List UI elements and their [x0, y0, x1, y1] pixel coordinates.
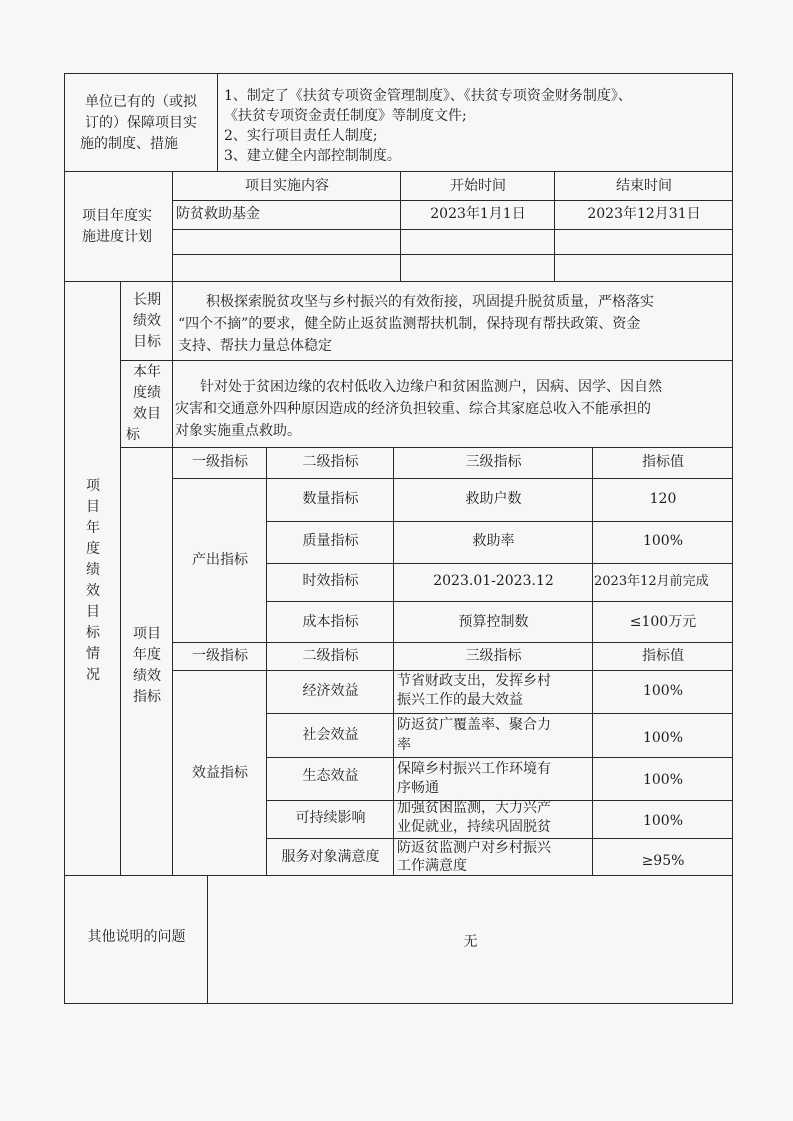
output-level2: 成本指标 — [302, 614, 359, 630]
schedule-header-content: 项目实施内容 — [245, 178, 329, 194]
label-char: 效 — [86, 583, 100, 599]
benefit-level3: 序畅通 — [397, 780, 439, 796]
other-value: 无 — [463, 934, 478, 950]
output-value: ≤100万元 — [629, 614, 697, 630]
header-value: 指标值 — [642, 454, 684, 470]
label-line: 项目 — [133, 626, 161, 642]
benefit-level3: 加强贫困监测，大力兴产 — [397, 800, 551, 816]
schedule-header-start: 开始时间 — [450, 178, 506, 194]
schedule-end: 2023年12月31日 — [587, 206, 701, 222]
table-divider — [172, 478, 733, 479]
header-level3: 三级指标 — [465, 648, 522, 664]
table-divider — [64, 171, 733, 172]
benefit-level2: 生态效益 — [302, 768, 359, 784]
output-indicator-label: 产出指标 — [192, 552, 248, 568]
benefit-level3: 保障乡村振兴工作环境有 — [397, 761, 551, 777]
label-char: 绩 — [86, 562, 100, 578]
label-line: 施进度计划 — [82, 229, 152, 245]
label-char: 度 — [86, 541, 100, 557]
header-level1: 一级指标 — [192, 454, 248, 470]
header-level1: 一级指标 — [192, 648, 248, 664]
table-divider — [266, 601, 733, 602]
label-line: 效目 — [133, 406, 161, 422]
label-line: 指标 — [133, 689, 161, 705]
table-divider — [172, 254, 733, 255]
label-line: 本年 — [133, 364, 161, 380]
output-level2: 时效指标 — [302, 573, 359, 589]
label-char: 目 — [86, 604, 100, 620]
text-line: “四个不摘”的要求，健全防止返贫监测帮扶机制，保持现有帮扶政策、资金 — [178, 316, 641, 332]
benefit-level3: 业促就业，持续巩固脱贫 — [397, 819, 551, 835]
text-line: 积极探索脱贫攻坚与乡村振兴的有效衔接，巩固提升脱贫质量，严格落实 — [206, 294, 654, 310]
schedule-start: 2023年1月1日 — [430, 206, 526, 222]
table-divider — [266, 521, 733, 522]
benefit-level2: 社会效益 — [302, 727, 359, 743]
benefit-level2: 可持续影响 — [295, 810, 366, 826]
label-line: 年度 — [133, 647, 161, 663]
label-line: 项目年度实 — [82, 208, 152, 224]
output-level2: 数量指标 — [302, 491, 359, 507]
label-line: 长期 — [133, 292, 161, 308]
benefit-level3: 防返贫监测户对乡村振兴 — [397, 840, 551, 856]
label-char: 项 — [86, 478, 100, 494]
label-line: 施的制度、措施 — [80, 136, 178, 152]
label-line: 目标 — [133, 334, 161, 350]
benefit-level2: 经济效益 — [302, 683, 359, 699]
table-divider — [64, 281, 733, 282]
text-line: 支持、帮扶力量总体稳定 — [178, 338, 332, 354]
benefit-level3: 防返贫广覆盖率、聚合力 — [397, 717, 551, 733]
label-line: 绩效 — [133, 668, 161, 684]
label-line: 订的）保障项目实 — [85, 115, 197, 131]
table-border-bottom — [64, 1003, 733, 1004]
table-divider — [172, 229, 733, 230]
benefit-value: 100% — [642, 772, 684, 788]
output-value: 100% — [642, 533, 684, 549]
output-value: 2023年12月前完成 — [594, 574, 709, 589]
benefit-value: 100% — [642, 683, 684, 699]
benefit-level2: 服务对象满意度 — [281, 849, 380, 865]
text-line: 对象实施重点救助。 — [175, 423, 301, 439]
table-border-right — [732, 73, 733, 1004]
benefit-level3: 振兴工作的最大效益 — [397, 692, 523, 708]
benefit-value: ≥95% — [641, 853, 685, 869]
label-line: 标 — [126, 427, 140, 443]
measure-item: 《扶贫专项资金责任制度》等制度文件; — [224, 108, 467, 124]
text-line: 针对处于贫困边缘的农村低收入边缘户和贫困监测户，因病、因学、因自然 — [200, 379, 662, 395]
table-divider — [172, 281, 173, 875]
text-line: 灾害和交通意外四种原因造成的经济负担较重、综合其家庭总收入不能承担的 — [175, 401, 651, 417]
label-char: 标 — [86, 625, 100, 641]
label-char: 情 — [86, 646, 100, 662]
measure-item: 1、制定了《扶贫专项资金管理制度》、《扶贫专项资金财务制度》、 — [224, 88, 632, 104]
benefit-indicator-label: 效益指标 — [192, 765, 248, 781]
benefit-level3: 工作满意度 — [397, 858, 467, 874]
label-char: 况 — [86, 667, 100, 683]
output-level3: 预算控制数 — [458, 614, 529, 630]
label-char: 目 — [86, 499, 100, 515]
benefit-value: 100% — [642, 813, 684, 829]
table-divider — [120, 447, 733, 448]
output-level2: 质量指标 — [302, 533, 359, 549]
header-level2: 二级指标 — [302, 648, 359, 664]
label-line: 度绩 — [133, 385, 161, 401]
header-value: 指标值 — [642, 648, 684, 664]
output-level3: 救助率 — [472, 533, 515, 549]
table-border-top — [64, 73, 733, 74]
benefit-value: 100% — [642, 730, 684, 746]
schedule-content: 防贫救助基金 — [176, 206, 260, 222]
measure-item: 2、实行项目责任人制度; — [224, 128, 378, 144]
benefit-level3: 率 — [397, 737, 411, 753]
benefit-level3: 节省财政支出，发挥乡村 — [397, 673, 551, 689]
table-divider — [120, 360, 733, 361]
header-level3: 三级指标 — [465, 454, 522, 470]
label-char: 年 — [86, 520, 100, 536]
measure-item: 3、建立健全内部控制制度。 — [224, 148, 401, 164]
other-label: 其他说明的问题 — [87, 929, 186, 945]
label-line: 绩效 — [133, 313, 161, 329]
table-divider — [217, 73, 218, 171]
table-divider — [172, 642, 733, 643]
header-level2: 二级指标 — [302, 454, 359, 470]
table-divider — [266, 563, 733, 564]
label-line: 单位已有的（或拟 — [85, 94, 197, 110]
output-level3: 2023.01-2023.12 — [433, 573, 554, 589]
table-divider — [172, 200, 733, 201]
output-value: 120 — [649, 491, 677, 507]
output-level3: 救助户数 — [465, 491, 522, 507]
schedule-header-end: 结束时间 — [616, 178, 672, 194]
